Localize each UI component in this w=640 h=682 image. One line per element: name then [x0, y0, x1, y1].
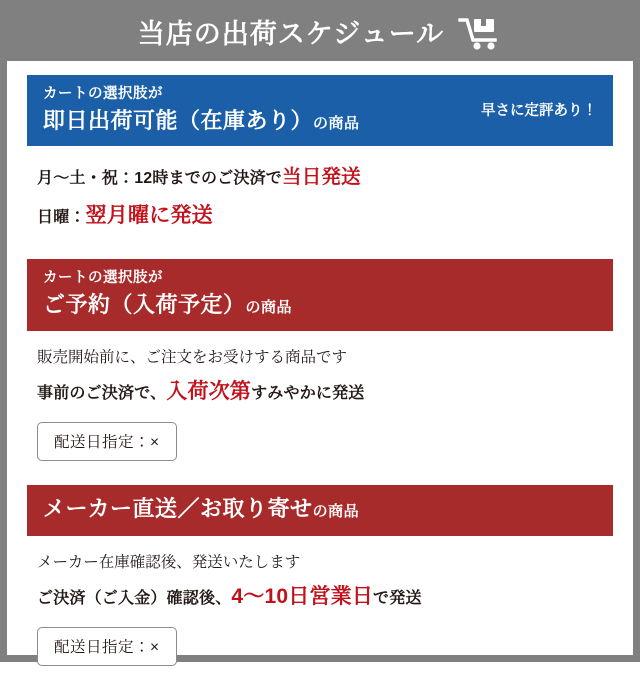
detail-prefix: ご決済（ご入金）確認後、 [37, 590, 232, 608]
detail-prefix: 販売開始前に、ご注文をお受けする商品です [37, 348, 348, 366]
detail-line [37, 196, 607, 237]
detail-line [37, 343, 607, 372]
schedule-content [7, 61, 633, 682]
banner-main-suffix-in-stock: の商品 [313, 114, 360, 132]
detail-highlight: 当日発送 [282, 166, 361, 189]
detail-highlight: 入荷次第 [166, 380, 252, 404]
delivery-date-tag-reservation: 配送日指定：× [37, 422, 177, 461]
banner-main-label-in-stock [43, 106, 360, 136]
detail-suffix: で発送 [373, 590, 422, 608]
page-title: 当店の出荷スケジュール [137, 18, 445, 49]
section-banner-direct-shipping [27, 485, 613, 536]
banner-main-text-direct-shipping: メーカー直送／お取り寄せ [43, 496, 313, 522]
detail-highlight: 翌月曜に発送 [85, 204, 213, 228]
section-banner-reservation [27, 259, 613, 330]
detail-prefix: 月～土・祝：12時までのご決済で [37, 170, 282, 188]
section-details-in-stock [27, 146, 613, 243]
detail-prefix: メーカー在庫確認後、発送いたします [37, 554, 301, 571]
section-details-direct-shipping [27, 536, 613, 672]
section-details-reservation [27, 331, 613, 467]
detail-line [37, 577, 607, 618]
detail-highlight: 4～10日営業日 [231, 585, 374, 609]
banner-note-in-stock: 早さに定評あり！ [481, 103, 597, 120]
page-header [7, 7, 633, 61]
banner-main-label-direct-shipping [43, 494, 359, 525]
banner-main-text-in-stock: 即日出荷可能（在庫あり） [43, 107, 314, 133]
detail-line [37, 372, 607, 413]
detail-prefix: 日曜： [37, 209, 86, 227]
banner-text-in-stock [43, 84, 360, 135]
detail-suffix: すみやかに発送 [251, 385, 365, 403]
delivery-cart-icon [458, 17, 502, 51]
detail-line [37, 548, 607, 577]
detail-prefix: 事前のご決済で、 [37, 385, 167, 403]
detail-line [37, 158, 607, 196]
banner-small-label-in-stock: カートの選択肢が [43, 86, 163, 102]
banner-small-label-reservation: カートの選択肢が [43, 270, 163, 287]
banner-main-text-reservation: ご予約（入荷予定） [43, 292, 246, 318]
banner-main-suffix-direct-shipping: の商品 [312, 503, 360, 521]
banner-main-suffix-reservation: の商品 [245, 299, 293, 317]
delivery-date-tag-direct-shipping: 配送日指定：× [37, 627, 177, 666]
banner-text-reservation [43, 268, 292, 319]
banner-main-label-reservation [43, 290, 292, 320]
section-banner-in-stock [27, 75, 613, 146]
